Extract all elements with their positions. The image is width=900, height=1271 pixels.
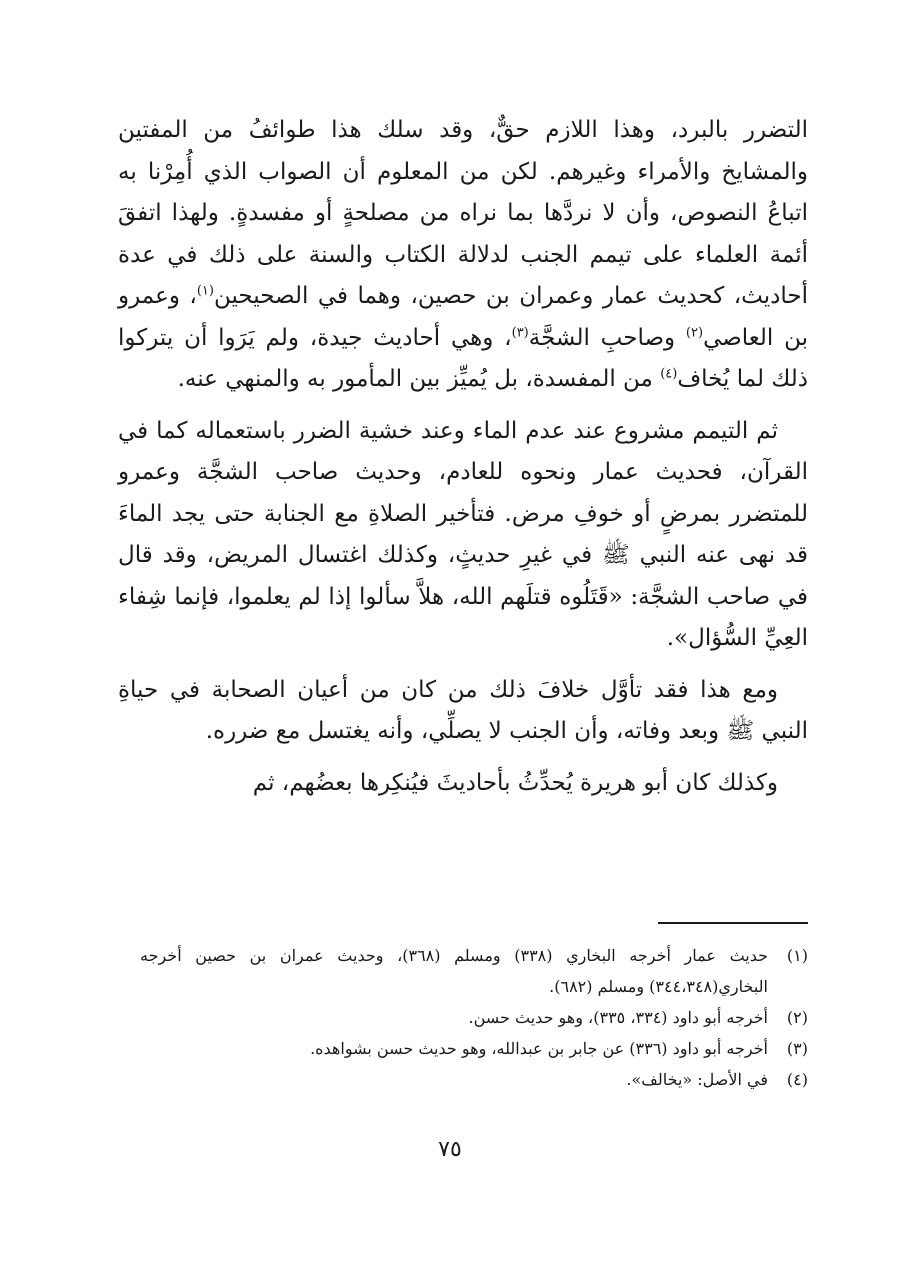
- paragraph-1-text-c: وصاحبِ الشجَّة: [528, 324, 686, 351]
- footnote-4: [140, 1064, 808, 1095]
- paragraph-1-text-d: ، وهي أحاديث جيدة، ولم يَرَوا أن يتركوا ذلك لما يُخاف: [118, 324, 808, 392]
- footnote-number: (٤): [786, 1070, 808, 1089]
- page-number: ٧٥: [438, 1137, 462, 1162]
- paragraph-1-text-a: التضرر بالبرد، وهذا اللازم حقٌّ، وقد سلك هذا طوائفُ من المفتين والمشايخ والأمراء وغيرهم. لكن من المعلوم أن الصواب الذي أُمِرْنا به اتباعُ النصوص، وأن لا نردَّها بما نراه من مصلحةٍ أو مفسدةٍ. ولهذا اتفقَ أئمة العلماء على تيمم الجنب لدلالة الكتاب والسنة على ذلك في عدة أحاديث، كحديث عمار وعمران بن حصين، وهما في الصحيحين: [118, 117, 808, 309]
- paragraph-4: وكذلك كان أبو هريرة يُحدِّثُ بأحاديثَ فيُنكِرها بعضُهم، ثم: [252, 769, 778, 796]
- footnote-3: [140, 1033, 808, 1064]
- footnote-number: (٣): [786, 1039, 808, 1058]
- paragraph-1-text-e: من المفسدة، بل يُميِّز بين المأمور به والمنهي عنه.: [177, 366, 661, 392]
- footnote-text: أخرجه أبو داود (٣٣٦) عن جابر بن عبدالله، وهو حديث حسن بشواهده.: [310, 1039, 768, 1058]
- footnotes: [140, 940, 808, 1095]
- footnote-number: (١): [786, 946, 808, 965]
- footnote-text: أخرجه أبو داود (٣٣٤، ٣٣٥)، وهو حديث حسن.: [468, 1008, 768, 1027]
- paragraph-2: ثم التيمم مشروع عند عدم الماء وعند خشية الضرر باستعماله كما في القرآن، فحديث عمار ونحوه للعادم، وحديث صاحب الشجَّة وعمرو للمتضرر بمرضٍ أو خوفِ مرض. فتأخير الصلاةِ مع الجنابة حتى يجد الماءَ قد نهى عنه النبي ﷺ في غيرِ حديثٍ، وكذلك اغتسال المريض، وقد قال في صاحب الشجَّة: «قَتَلُوه قتلَهم الله، هلاَّ سألوا إذا لم يعلموا، فإنما شِفاء العِيِّ السُّؤال».: [118, 417, 808, 651]
- footnote-2: [140, 1002, 808, 1033]
- paragraph-1-text-b: ، وعمرو بن العاصي: [118, 283, 808, 351]
- footnote-text: في الأصل: «يخالف».: [626, 1070, 768, 1089]
- footnote-number: (٢): [786, 1008, 808, 1027]
- footnote-1: [140, 940, 808, 1002]
- paragraph-3: ومع هذا فقد تأوَّل خلافَ ذلك من كان من أعيان الصحابة في حياةِ النبي ﷺ وبعد وفاته، وأن الجنب لا يصلِّي، وأنه يغتسل مع ضرره.: [118, 676, 808, 744]
- footnote-ref-3[interactable]: (٣): [511, 324, 529, 340]
- footnote-ref-1[interactable]: (١): [196, 283, 214, 299]
- footnote-ref-4[interactable]: (٤): [660, 366, 678, 382]
- footnote-text: حديث عمار أخرجه البخاري (٣٣٨) ومسلم (٣٦٨)، وحديث عمران بن حصين أخرجه البخاري(٣٤٤،٣٤٨) ومسلم (٦٨٢).: [140, 946, 769, 996]
- paragraph-1: [118, 110, 808, 401]
- main-text: [118, 110, 808, 814]
- footnote-separator: [658, 922, 808, 924]
- footnote-ref-2[interactable]: (٢): [685, 324, 704, 340]
